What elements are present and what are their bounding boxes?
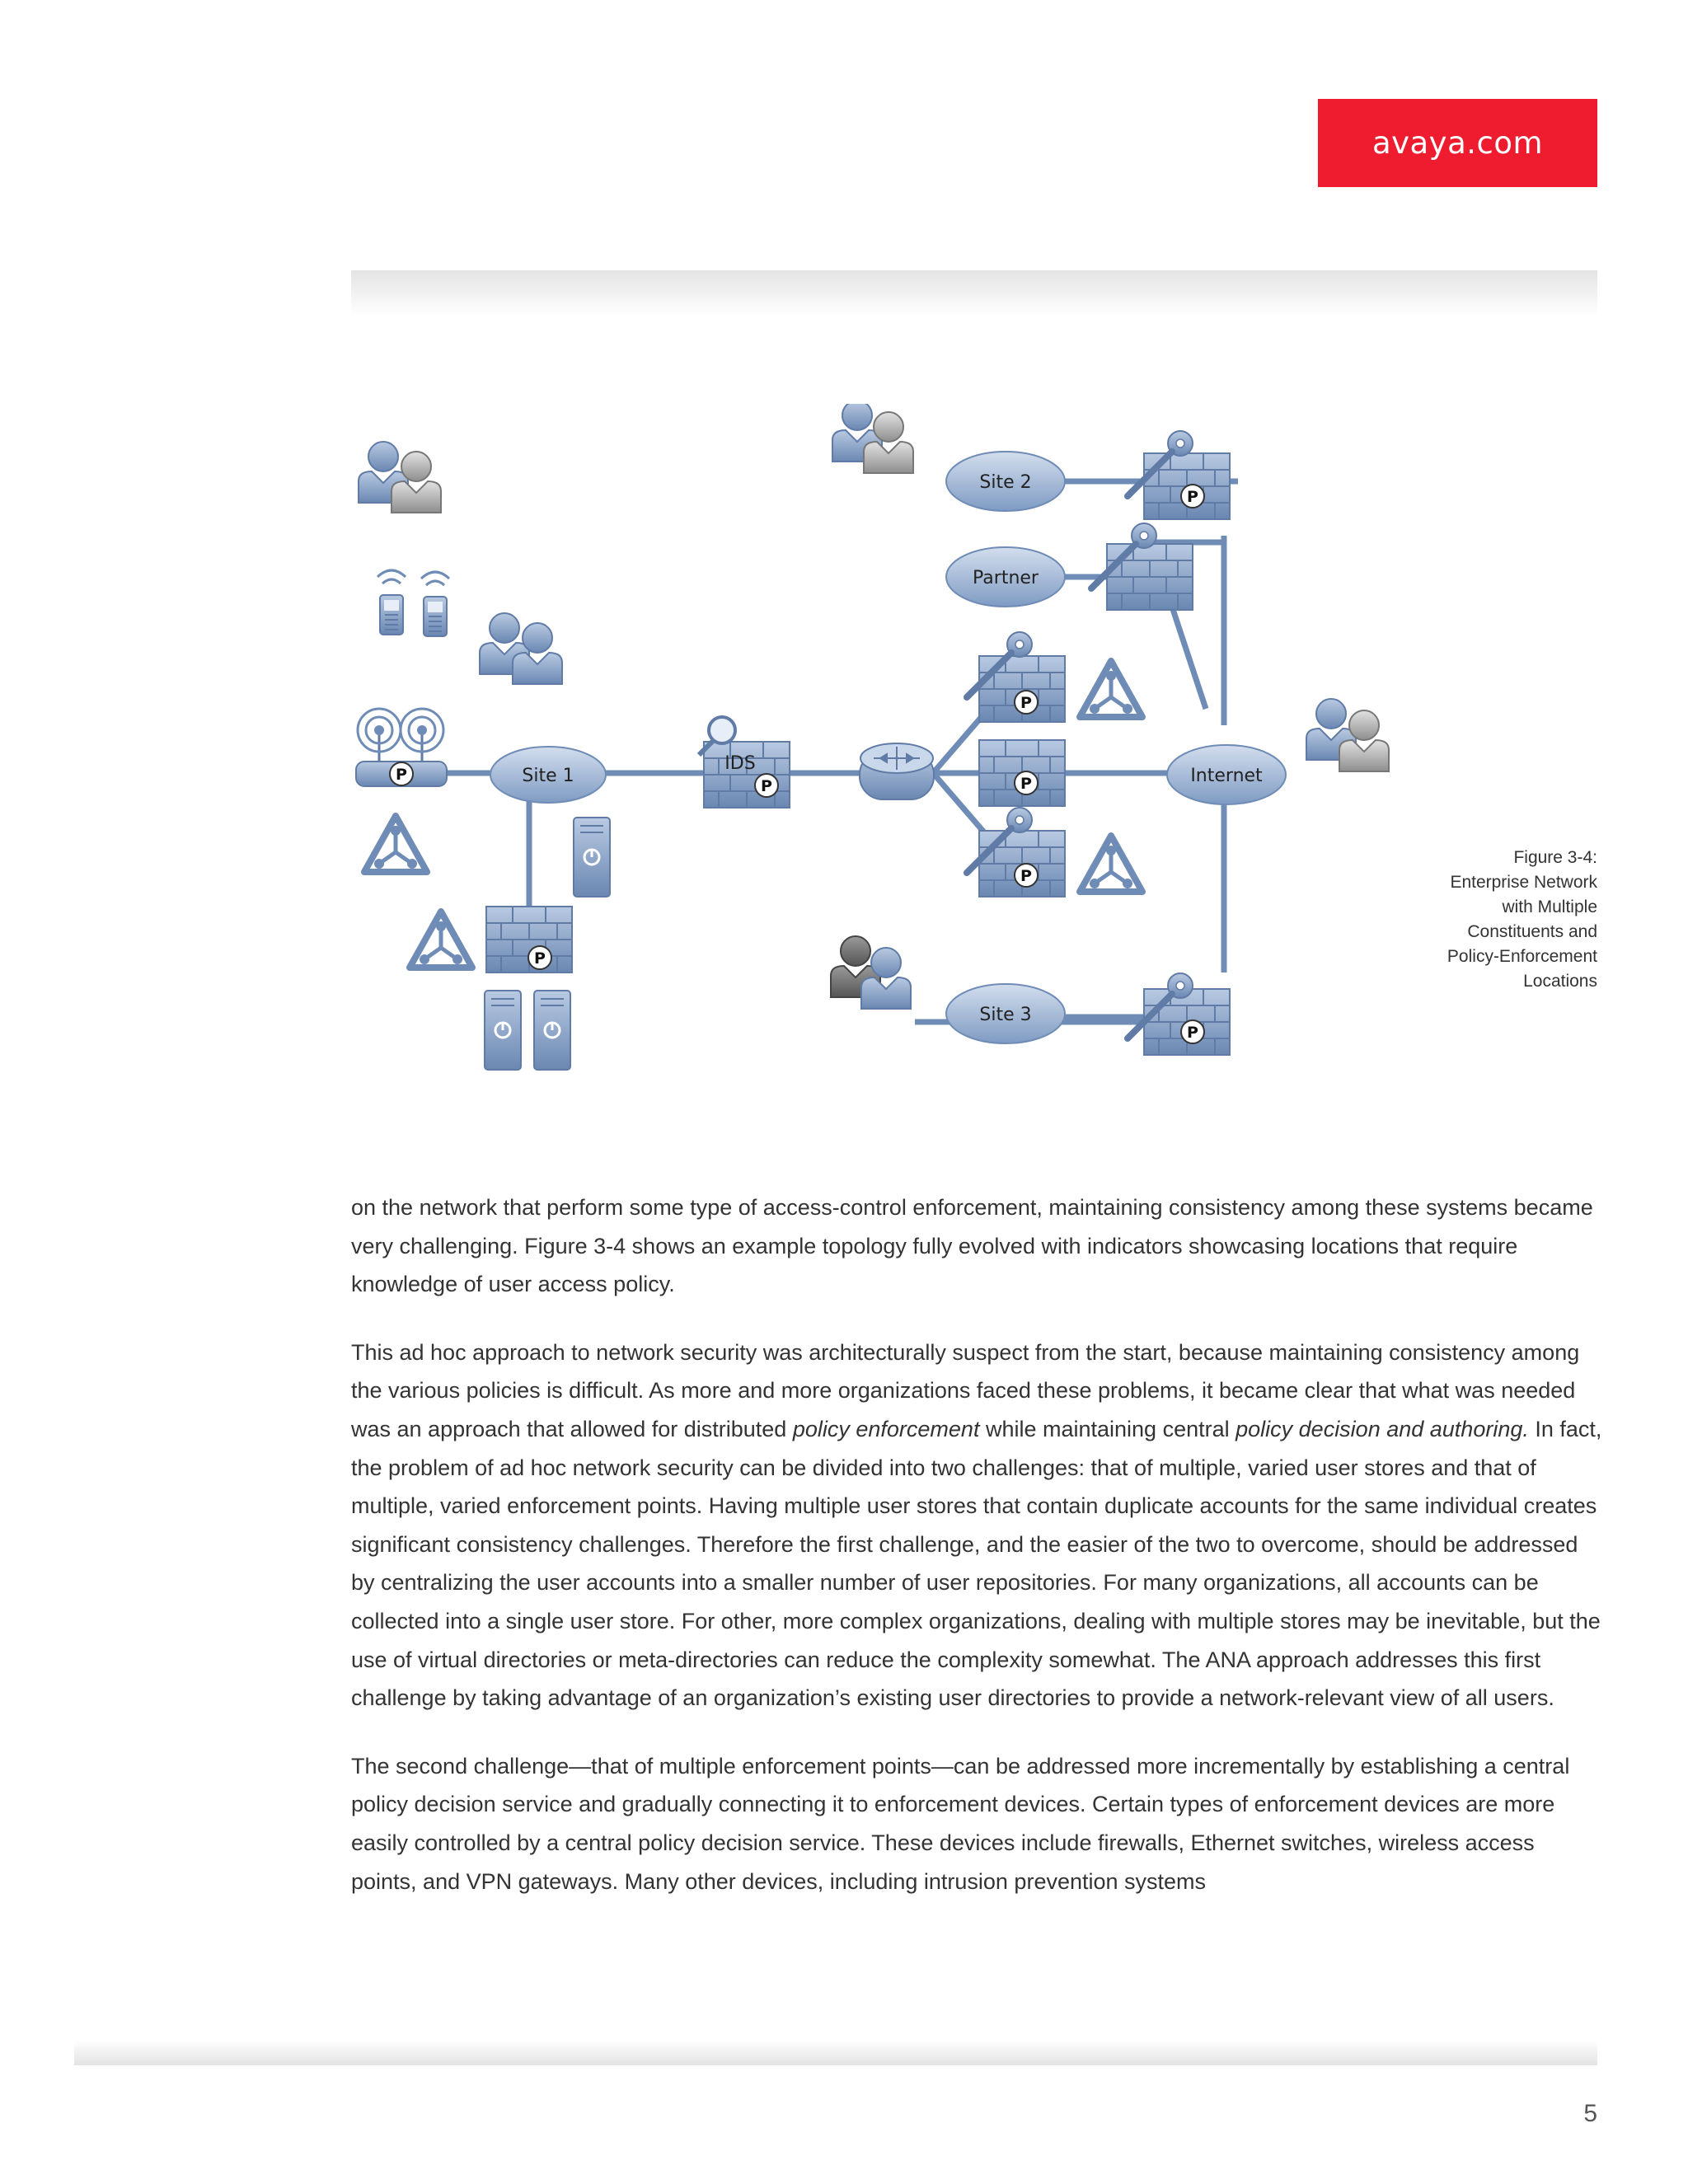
switch-triangle-icon xyxy=(364,816,427,872)
user-icon xyxy=(1339,710,1389,771)
policy-marker: P xyxy=(396,766,407,784)
policy-marker: P xyxy=(1187,488,1198,506)
policy-marker: P xyxy=(1020,775,1032,793)
switch-triangle-icon xyxy=(410,912,472,968)
ids-label: IDS xyxy=(724,753,756,774)
header-band xyxy=(351,270,1597,316)
site-2-cloud xyxy=(946,452,1065,511)
figure-caption: Figure 3-4: Enterprise Network with Multiple Constituents and Policy-Enforcement Locations xyxy=(1447,848,1597,991)
policy-marker: P xyxy=(761,777,772,795)
brand-logo: avaya.com xyxy=(1318,99,1597,187)
svg-text:Site 2: Site 2 xyxy=(979,472,1032,493)
firewall-icon xyxy=(1107,544,1193,610)
site-3-cloud xyxy=(946,984,1065,1043)
switch-triangle-icon xyxy=(1080,836,1142,892)
svg-text:Partner: Partner xyxy=(973,568,1039,588)
paragraph: on the network that perform some type of access-control enforcement, maintaining consistency among these systems became very challenging. Figure 3-4 shows an example topology fully evolved with indicators showcasing locations that require knowledge of user access policy. xyxy=(351,1195,1593,1297)
server-icon xyxy=(485,991,521,1070)
user-icon xyxy=(513,623,562,684)
policy-marker: P xyxy=(1020,694,1032,712)
policy-marker: P xyxy=(534,949,546,968)
switch-triangle-icon xyxy=(1080,661,1142,717)
svg-text:Internet: Internet xyxy=(1190,766,1263,786)
user-icon xyxy=(392,452,441,513)
ids-firewall-icon xyxy=(704,742,790,808)
footer-band xyxy=(74,2041,1597,2065)
server-icon xyxy=(574,818,610,897)
policy-marker: P xyxy=(1187,1024,1198,1042)
mobile-phone-icon xyxy=(424,597,447,636)
policy-marker: P xyxy=(1020,867,1032,885)
server-icon xyxy=(534,991,570,1070)
mobile-phone-icon xyxy=(380,595,403,635)
router-icon xyxy=(860,743,934,799)
internet-cloud xyxy=(1167,745,1286,804)
page-number: 5 xyxy=(1583,2100,1597,2127)
svg-text:Site 3: Site 3 xyxy=(979,1005,1032,1025)
paragraph: This ad hoc approach to network security was architecturally suspect from the start, because maintaining consistency among the various policies is difficult. As more and more organizations faced these problems, it became clear that what was needed was an approach that allowed for distributed policy enforcement while maintaining central policy decision and authoring. In fact, the problem of ad hoc network security can be divided into two challenges: that of multiple, varied user stores and that of multiple, varied enforcement points. Having multiple user stores that contain duplicate accounts for the same individual creates significant consistency challenges. Therefore the first challenge, and the easier of the two to overcome, should be addressed by centralizing the user accounts into a smaller number of user repositories. For many organizations, all accounts can be collected into a single user store. For other, more complex organizations, dealing with multiple stores may be inevitable, but the use of virtual directories or meta-directories can reduce the complexity somewhat. The ANA approach addresses this first challenge by taking advantage of an organization’s existing user directories to provide a network-relevant view of all users. xyxy=(351,1339,1602,1711)
network-diagram xyxy=(346,404,1442,1113)
partner-cloud xyxy=(946,547,1065,607)
paragraph: The second challenge—that of multiple enforcement points—can be addressed more incrementally by establishing a central policy decision service and gradually connecting it to enforcement devices. Certain types of enforcement devices are more easily controlled by a central policy decision service. These devices include firewalls, Ethernet switches, wireless access points, and VPN gateways. Many other devices, including intrusion prevention systems xyxy=(351,1753,1570,1894)
body-text xyxy=(351,1188,1604,1930)
svg-text:Site 1: Site 1 xyxy=(522,766,574,786)
site-1-cloud xyxy=(490,747,606,803)
